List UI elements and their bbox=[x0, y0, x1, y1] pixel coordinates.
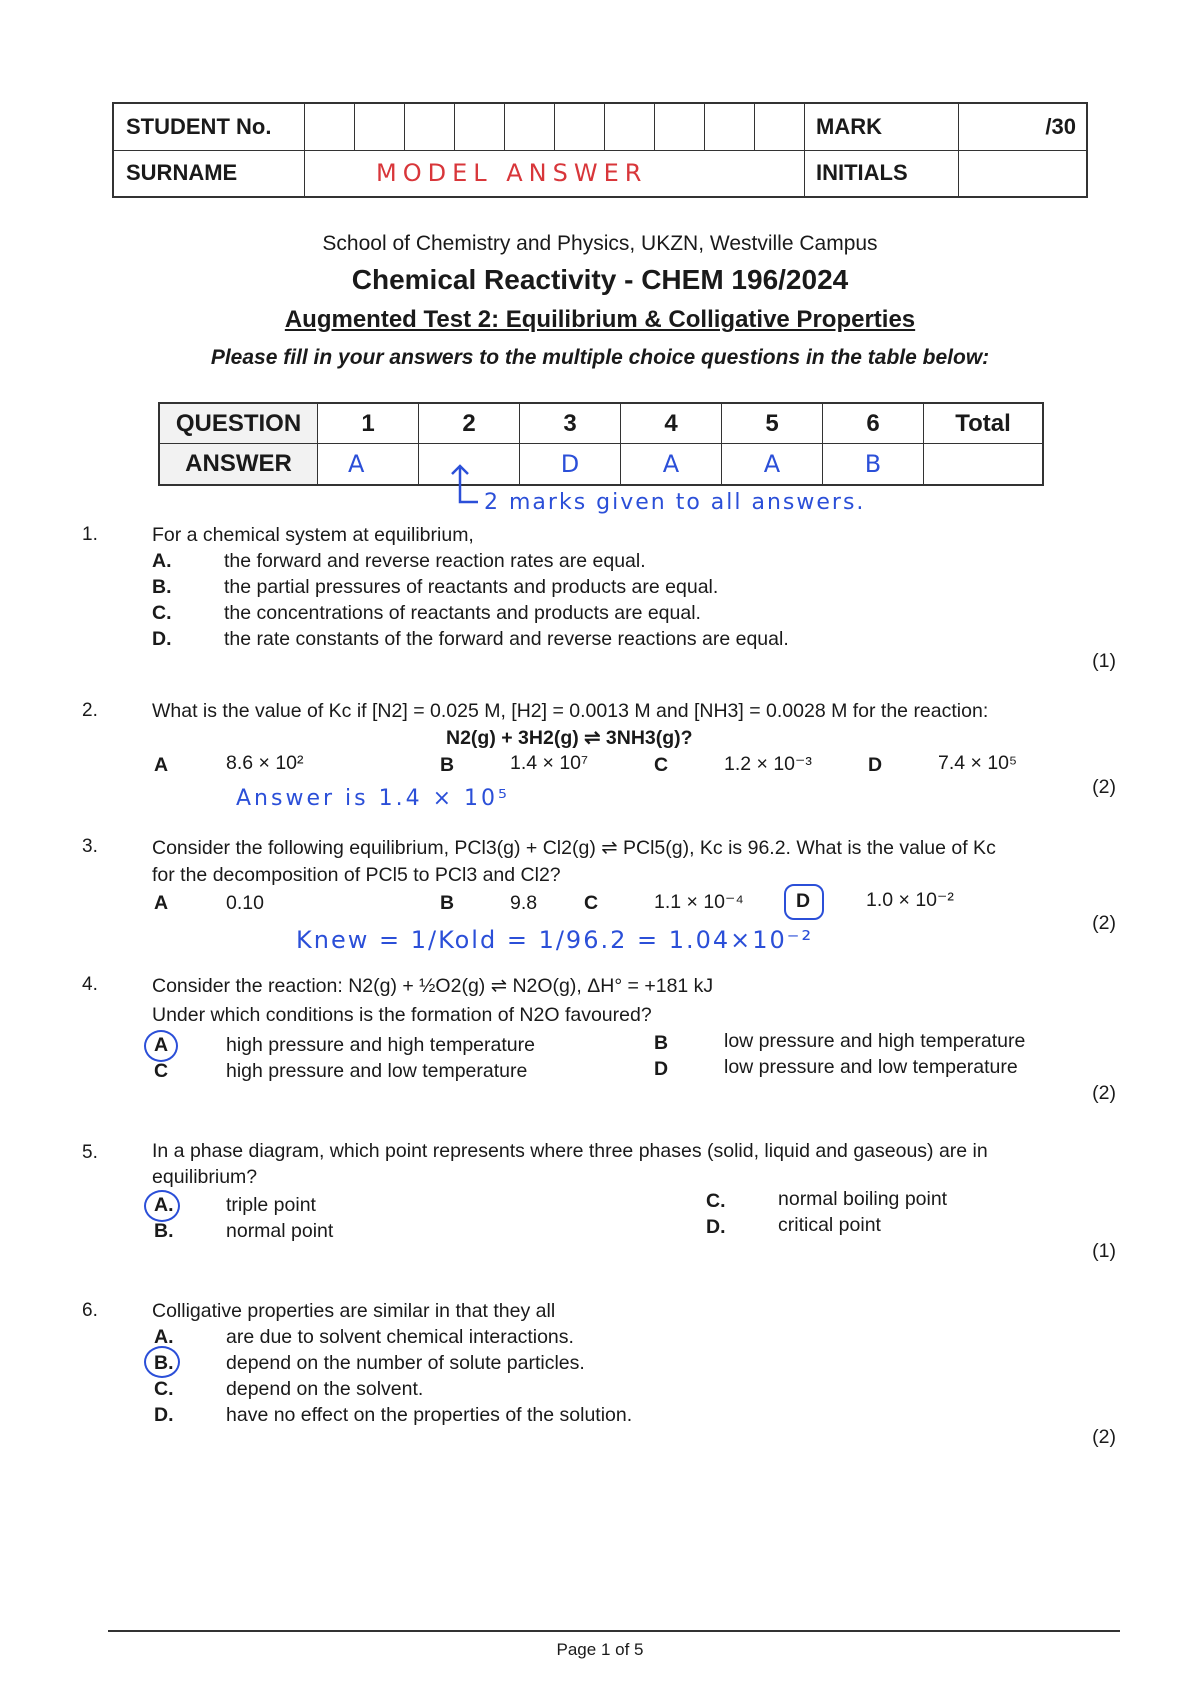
question-5-marks: (1) bbox=[1092, 1240, 1116, 1262]
q1-option-b-letter: B. bbox=[152, 576, 172, 598]
q2-option-a-text: 8.6 × 10² bbox=[226, 752, 304, 774]
q2-option-c-letter: C bbox=[654, 754, 669, 776]
q1-option-a-text: the forward and reverse reaction rates are equal. bbox=[224, 550, 646, 572]
question-4-stem-line2: Under which conditions is the formation of N2O favoured? bbox=[152, 1004, 652, 1026]
answer-4: A bbox=[621, 444, 722, 484]
q6-option-c-letter: C. bbox=[154, 1378, 174, 1400]
q2-option-d-letter: D bbox=[868, 754, 883, 776]
q2-option-d-text: 7.4 × 10⁵ bbox=[938, 752, 1018, 774]
q2-option-b-text: 1.4 × 10⁷ bbox=[510, 752, 589, 774]
question-5-stem-line2: equilibrium? bbox=[152, 1166, 258, 1188]
school-name: School of Chemistry and Physics, UKZN, Westville Campus bbox=[322, 232, 878, 255]
initials-label: INITIALS bbox=[816, 160, 908, 185]
q1-option-a-letter: A. bbox=[152, 550, 172, 572]
q3-option-d-letter: D bbox=[796, 890, 811, 912]
question-3-stem-line1: Consider the following equilibrium, PCl3(g) + Cl2(g) ⇌ PCl5(g), Kc is 96.2. What is the value of Kc bbox=[152, 837, 996, 859]
student-number-row bbox=[114, 104, 1086, 151]
q3-option-d-text: 1.0 × 10⁻² bbox=[866, 889, 954, 911]
question-5-number: 5. bbox=[82, 1142, 98, 1163]
course-title: Chemical Reactivity - CHEM 196/2024 bbox=[351, 264, 849, 295]
q5-option-d-letter: D. bbox=[706, 1216, 726, 1238]
q6-option-d-text: have no effect on the properties of the solution. bbox=[226, 1404, 633, 1426]
question-4-number: 4. bbox=[82, 974, 98, 995]
q1-option-c-letter: C. bbox=[152, 602, 172, 624]
question-6-header: 6 bbox=[823, 404, 924, 444]
total-header: Total bbox=[924, 404, 1042, 444]
q5-option-c-letter: C. bbox=[706, 1190, 726, 1212]
footer-divider bbox=[108, 1630, 1120, 1632]
question-1-stem: For a chemical system at equilibrium, bbox=[152, 524, 474, 546]
q5-option-a-letter: A. bbox=[154, 1194, 174, 1216]
q6-option-c-text: depend on the solvent. bbox=[226, 1378, 424, 1400]
q5-option-a-text: triple point bbox=[226, 1194, 316, 1216]
question-6-stem: Colligative properties are similar in that they all bbox=[152, 1300, 556, 1322]
question-2-header: 2 bbox=[419, 404, 520, 444]
question-3-stem-line2: for the decomposition of PCl5 to PCl3 and Cl2? bbox=[152, 864, 561, 886]
q2-option-a-letter: A bbox=[154, 754, 169, 776]
question-6-marks: (2) bbox=[1092, 1426, 1116, 1448]
question-2-number: 2. bbox=[82, 700, 98, 721]
question-3-header: 3 bbox=[520, 404, 621, 444]
q6-option-a-text: are due to solvent chemical interactions. bbox=[226, 1326, 574, 1348]
question-4-marks: (2) bbox=[1092, 1082, 1116, 1104]
question-3-marks: (2) bbox=[1092, 912, 1116, 934]
question-4-stem-line1: Consider the reaction: N2(g) + ½O2(g) ⇌ N2O(g), ΔH° = +181 kJ bbox=[152, 975, 714, 997]
q4-option-c-letter: C bbox=[154, 1060, 169, 1082]
answer-table bbox=[158, 402, 1044, 486]
q3-handwritten-working: Knew = 1/Kold = 1/96.2 = 1.04×10⁻² bbox=[296, 926, 814, 954]
question-5-header: 5 bbox=[722, 404, 823, 444]
answer-1: A bbox=[318, 444, 419, 484]
test-title: Augmented Test 2: Equilibrium & Colligative Properties bbox=[284, 306, 916, 333]
question-2-stem-line1: What is the value of Kc if [N2] = 0.025 M, [H2] = 0.0013 M and [NH3] = 0.0028 M for the reaction: bbox=[152, 700, 989, 722]
q5-option-c-text: normal boiling point bbox=[778, 1188, 948, 1210]
question-6-number: 6. bbox=[82, 1300, 98, 1321]
answer-3: D bbox=[520, 444, 621, 484]
q4-option-b-text: low pressure and high temperature bbox=[724, 1030, 1026, 1052]
question-1-marks: (1) bbox=[1092, 650, 1116, 672]
question-4-header: 4 bbox=[621, 404, 722, 444]
q1-option-c-text: the concentrations of reactants and products are equal. bbox=[224, 602, 701, 624]
q6-option-b-text: depend on the number of solute particles. bbox=[226, 1352, 585, 1374]
answer-5: A bbox=[722, 444, 823, 484]
answer-6: B bbox=[823, 444, 924, 484]
q4-option-b-letter: B bbox=[654, 1032, 669, 1054]
surname-label: SURNAME bbox=[126, 160, 238, 185]
q4-option-d-text: low pressure and low temperature bbox=[724, 1056, 1018, 1078]
arrow-mark-icon bbox=[438, 462, 488, 512]
surname-row bbox=[114, 150, 1086, 196]
q3-option-a-text: 0.10 bbox=[226, 892, 264, 914]
answer-header: ANSWER bbox=[160, 444, 318, 484]
q6-option-b-letter: B. bbox=[154, 1352, 174, 1374]
question-2-marks: (2) bbox=[1092, 776, 1116, 798]
surname-value: MODEL ANSWER bbox=[376, 159, 648, 187]
page-number: Page 1 of 5 bbox=[556, 1640, 644, 1659]
q3-option-b-letter: B bbox=[440, 892, 455, 914]
mark-label: MARK bbox=[816, 114, 882, 139]
q5-option-d-text: critical point bbox=[778, 1214, 881, 1236]
q3-option-b-text: 9.8 bbox=[510, 892, 538, 914]
q6-option-a-letter: A. bbox=[154, 1326, 174, 1348]
q3-option-c-letter: C bbox=[584, 892, 599, 914]
q1-option-b-text: the partial pressures of reactants and products are equal. bbox=[224, 576, 719, 598]
q3-option-c-text: 1.1 × 10⁻⁴ bbox=[654, 891, 744, 913]
student-info-table bbox=[112, 102, 1088, 198]
q4-option-c-text: high pressure and low temperature bbox=[226, 1060, 528, 1082]
q2-option-b-letter: B bbox=[440, 754, 455, 776]
instruction-text: Please fill in your answers to the multiple choice questions in the table below: bbox=[210, 346, 990, 369]
marks-note: 2 marks given to all answers. bbox=[484, 490, 866, 515]
q6-option-d-letter: D. bbox=[154, 1404, 174, 1426]
question-1-number: 1. bbox=[82, 524, 98, 545]
q5-option-b-text: normal point bbox=[226, 1220, 334, 1242]
q2-handwritten-answer: Answer is 1.4 × 10⁵ bbox=[236, 786, 510, 811]
q4-option-d-letter: D bbox=[654, 1058, 669, 1080]
q5-option-b-letter: B. bbox=[154, 1220, 174, 1242]
q1-option-d-text: the rate constants of the forward and reverse reactions are equal. bbox=[224, 628, 789, 650]
q4-option-a-text: high pressure and high temperature bbox=[226, 1034, 535, 1056]
student-number-label: STUDENT No. bbox=[126, 114, 272, 139]
question-2-reaction: N2(g) + 3H2(g) ⇌ 3NH3(g)? bbox=[446, 727, 693, 749]
q4-option-a-letter: A bbox=[154, 1034, 169, 1056]
question-3-number: 3. bbox=[82, 836, 98, 857]
question-header: QUESTION bbox=[160, 404, 318, 444]
q3-option-a-letter: A bbox=[154, 892, 169, 914]
mark-total: /30 bbox=[1045, 114, 1076, 139]
question-5-stem-line1: In a phase diagram, which point represents where three phases (solid, liquid and gaseous) are in bbox=[152, 1140, 988, 1162]
question-1-header: 1 bbox=[318, 404, 419, 444]
answer-total bbox=[924, 444, 1042, 484]
q2-option-c-text: 1.2 × 10⁻³ bbox=[724, 753, 812, 775]
q1-option-d-letter: D. bbox=[152, 628, 172, 650]
